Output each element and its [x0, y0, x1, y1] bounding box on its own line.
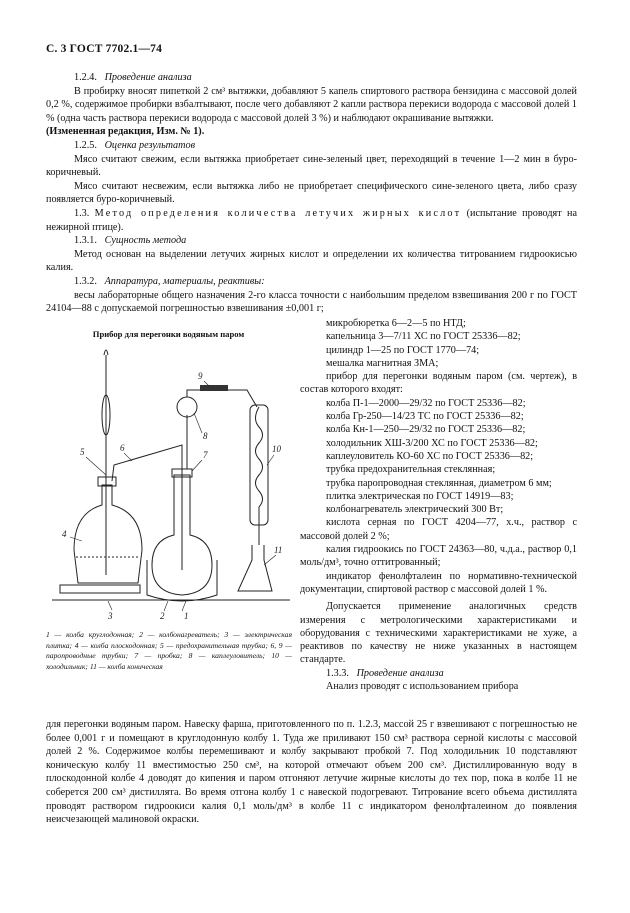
- label-4: 4: [62, 529, 67, 539]
- label-3: 3: [108, 611, 113, 621]
- callout-7: [192, 460, 202, 471]
- label-1: 1: [184, 611, 189, 621]
- equipment-list: [300, 317, 577, 693]
- list-item: калия гидроокись по ГОСТ 24363—80, ч.д.а., раствор 0,1 моль/дм³, точно оттитрованный;: [300, 544, 577, 569]
- callout-11: [264, 555, 276, 565]
- list-item: холодильник ХШ-3/200 ХС по ГОСТ 25336—82;: [326, 437, 538, 449]
- clamp-shape: [200, 385, 228, 391]
- label-7: 7: [203, 450, 208, 460]
- drop-catcher-8-shape: [177, 397, 197, 417]
- list-item: капельница 3—7/11 ХС по ГОСТ 25336—82;: [326, 331, 521, 343]
- list-item: кислота серная по ГОСТ 4204—77, х.ч., раствор с массовой долей 2 %;: [300, 517, 577, 542]
- flat-flask-4-shape: [74, 485, 142, 583]
- callout-1: [182, 601, 186, 611]
- label-6: 6: [120, 443, 125, 453]
- list-item: трубка предохранительная стеклянная;: [326, 464, 496, 476]
- list-item: колба П-1—2000—29/32 по ГОСТ 25336—82;: [326, 397, 526, 409]
- label-8: 8: [203, 431, 208, 441]
- section-1-3-1-text: Метод основан на выделении летучих жирных кислот и определении их количества титрованием гидроокисью калия.: [46, 248, 577, 274]
- list-item: цилиндр 1—25 по ГОСТ 1770—74;: [326, 344, 480, 356]
- list-item: колба Гр-250—14/23 ТС по ГОСТ 25336—82;: [326, 411, 524, 423]
- hot-plate-shape: [60, 585, 140, 593]
- figure-title: Прибор для перегонки водяным паром: [92, 329, 245, 339]
- section-1-3-3-text: для перегонки водяным паром. Навеску фарша, приготовленного по п. 1.2.3, массой 25 г взвешивают с погрешностью не более 0,001 г и помещают в круглодонную колбу 1. Туда же приливают 150 см³ раствора серной кислоты с массовой долей 2 %. Содержимое колбы перемешивают и колбу закрывают пробкой 7. Под холодильник 10 подставляют коническую колбу 11 вместимостью 250 см³, на которой отмечают объем 200 см³. Дистиллированную воду в плоскодонной колбе 4 доводят до кипения и паром отгоняют летучие жирные кислоты до тех пор, пока в колбе 11 не соберется 200 см³ дистиллята. Во время отгона колбу 1 с навеской подогревают. Титрование всего объема дистиллята проводят раствором гидроокиси калия 0,1 моль/дм³ в колбе 11 с индикатором фенолфталеином до появления неисчезающей малиновой окраски.: [46, 719, 577, 826]
- callout-2: [164, 601, 168, 611]
- conical-flask-11-shape: [238, 545, 272, 591]
- callout-6: [124, 453, 132, 461]
- section-1-3-3-heading: 1.3.3. Проведение анализа: [326, 667, 444, 679]
- list-item: мешалка магнитная ЗМА;: [326, 357, 439, 369]
- safety-tube-top: [104, 350, 108, 355]
- section-1-3-1-heading: 1.3.1. Сущность метода: [74, 235, 187, 247]
- scales-item: весы лабораторные общего назначения 2-го класса точности с наибольшим пределом взвешивания 200 г по ГОСТ 24104—88 с допускаемой погрешностью взвешивания ±0,001 г;: [46, 289, 577, 315]
- allowed-note: Допускается применение аналогичных средств измерения с метрологическими характеристиками и оборудования с техническими характеристиками не хуже, а реактивов по качеству не ниже указанных в настоящем стандарте.: [300, 601, 577, 666]
- section-1-3-3-intro: Анализ проводят с использованием прибора: [326, 681, 519, 693]
- steam-tube-6-shape: [112, 445, 182, 570]
- callout-8: [194, 413, 202, 433]
- list-item: индикатор фенолфталеин по нормативно-технической документации, спиртовой раствор с массовой долей 1 %.: [300, 570, 577, 595]
- condenser-coil: [256, 407, 263, 545]
- callout-5: [86, 457, 106, 475]
- label-9: 9: [198, 371, 203, 381]
- list-item: микробюретка 6—2—5 по НТД;: [326, 318, 466, 329]
- list-item: колбонагреватель электрический 300 Вт;: [326, 504, 504, 516]
- steam-tube-9-shape: [187, 390, 257, 407]
- edition-note: (Измененная редакция, Изм. № 1).: [46, 126, 205, 138]
- section-1-2-5-text-2: Мясо считают несвежим, если вытяжка либо не приобретает специфического сине-зеленого цвета, либо сразу появляется буро-коричневый.: [46, 180, 577, 206]
- figure-caption: 1 — колба круглодонная; 2 — колбонагреватель; 3 — электрическая плитка; 4 — колба плоскодонная; 5 — предохранительная трубка; 6, 9 — паропроводные трубки; 7 — пробка; 8 — каплеуловитель; 10 — холодильник; 11 — колба коническая: [46, 630, 292, 671]
- section-1-3-2-heading: 1.3.2. Аппаратура, материалы, реактивы:: [74, 275, 265, 287]
- section-1-2-4-text: В пробирку вносят пипеткой 2 см³ вытяжки, добавляют 5 капель спиртового раствора бензидина с массовой долей 0,2 %, содержимое пробирки взбалтывают, после чего добавляют 2 капли раствора перекиси водорода с массовой долей 1 % (одна часть раствора перекиси водорода с массовой долей 3 %) и наблюдают окрашивание вытяжки.: [46, 85, 577, 124]
- section-1-2-4-heading: 1.2.4. Проведение анализа: [74, 72, 192, 83]
- list-item: каплеуловитель КО-60 ХС по ГОСТ 25336—82;: [326, 450, 534, 462]
- text-block-top: [46, 71, 577, 316]
- list-item: плитка электрическая по ГОСТ 14919—83;: [326, 490, 514, 502]
- label-10: 10: [272, 444, 281, 454]
- page-header: С. 3 ГОСТ 7702.1—74: [46, 43, 163, 55]
- label-5: 5: [80, 447, 85, 457]
- callout-3: [108, 601, 112, 610]
- distillation-apparatus-figure: [52, 345, 292, 625]
- label-2: 2: [160, 611, 165, 621]
- section-1-2-5-text-1: Мясо считают свежим, если вытяжка приобретает сине-зеленый цвет, переходящий в течение 1—2 мин в буро-коричневый.: [46, 153, 577, 179]
- text-block-bottom: [46, 718, 577, 827]
- list-item: колба Кн-1—250—29/32 по ГОСТ 25336—82;: [326, 424, 526, 436]
- label-11: 11: [274, 545, 283, 555]
- section-1-2-5-heading: 1.2.5. Оценка результатов: [74, 139, 196, 151]
- section-1-3-heading: 1.3. Метод определения количества летучих жирных кислот (испытание проводят на нежирной птице).: [46, 207, 578, 233]
- list-item: прибор для перегонки водяным паром (см. чертеж), в состав которого входят:: [300, 371, 577, 396]
- callout-4: [70, 537, 82, 541]
- list-item: трубка паропроводная стеклянная, диаметром 6 мм;: [326, 477, 552, 489]
